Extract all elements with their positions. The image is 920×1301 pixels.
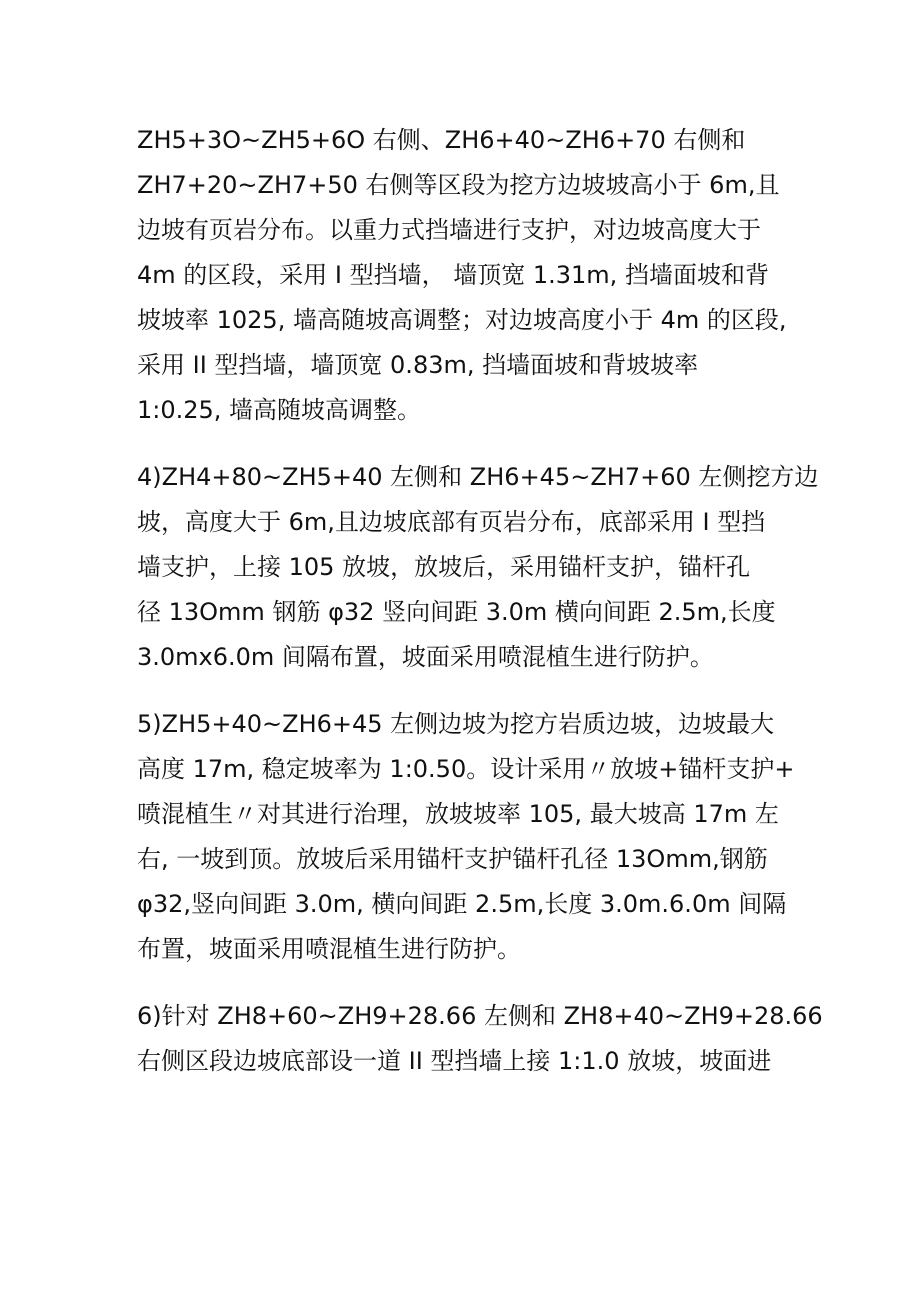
- document-body: [137, 118, 823, 1106]
- paragraph-item-4: [137, 455, 819, 680]
- text-line: 喷混植生〃对其进行治理，放坡坡率 105, 最大坡高 17m 左: [137, 800, 779, 828]
- text-line: 右侧区段边坡底部设一道 II 型挡墙上接 1:1.0 放坡，坡面进: [137, 1047, 772, 1075]
- text-line: 6)针对 ZH8+60~ZH9+28.66 左侧和 ZH8+40~ZH9+28.66: [137, 1002, 823, 1030]
- text-line: 1:0.25, 墙高随坡高调整。: [137, 396, 422, 424]
- paragraph-item-6: [137, 994, 823, 1084]
- paragraph-slope-zh5-zh7: [137, 118, 797, 433]
- text-line: 3.0mx6.0m 间隔布置，坡面采用喷混植生进行防护。: [137, 643, 714, 671]
- paragraph-item-5: [137, 702, 797, 972]
- text-line: 径 13Omm 钢筋 φ32 竖向间距 3.0m 横向间距 2.5m,长度: [137, 598, 776, 626]
- text-line: 采用 II 型挡墙，墙顶宽 0.83m, 挡墙面坡和背坡坡率: [137, 351, 699, 379]
- text-line: 4m 的区段，采用 I 型挡墙， 墙顶宽 1.31m, 挡墙面坡和背: [137, 261, 769, 289]
- text-line: 高度 17m, 稳定坡率为 1:0.50。设计采用〃放坡+锚杆支护+: [137, 755, 795, 783]
- text-line: 坡，高度大于 6m,且边坡底部有页岩分布，底部采用 I 型挡: [137, 508, 766, 536]
- text-line: 坡坡率 1025, 墙高随坡高调整；对边坡高度小于 4m 的区段,: [137, 306, 787, 334]
- text-line: 4)ZH4+80~ZH5+40 左侧和 ZH6+45~ZH7+60 左侧挖方边: [137, 463, 819, 491]
- text-line: 墙支护，上接 105 放坡，放坡后，采用锚杆支护，锚杆孔: [137, 553, 751, 581]
- text-line: 右, 一坡到顶。放坡后采用锚杆支护锚杆孔径 13Omm,钢筋: [137, 845, 768, 873]
- text-line: φ32,竖向间距 3.0m, 横向间距 2.5m,长度 3.0m.6.0m 间隔: [137, 890, 787, 918]
- text-line: ZH5+3O~ZH5+6O 右侧、ZH6+40~ZH6+70 右侧和: [137, 126, 746, 154]
- text-line: 边坡有页岩分布。以重力式挡墙进行支护，对边坡高度大于: [137, 216, 761, 244]
- text-line: 布置，坡面采用喷混植生进行防护。: [137, 935, 521, 963]
- text-line: 5)ZH5+40~ZH6+45 左侧边坡为挖方岩质边坡，边坡最大: [137, 710, 775, 738]
- text-line: ZH7+20~ZH7+50 右侧等区段为挖方边坡坡高小于 6m,且: [137, 171, 780, 199]
